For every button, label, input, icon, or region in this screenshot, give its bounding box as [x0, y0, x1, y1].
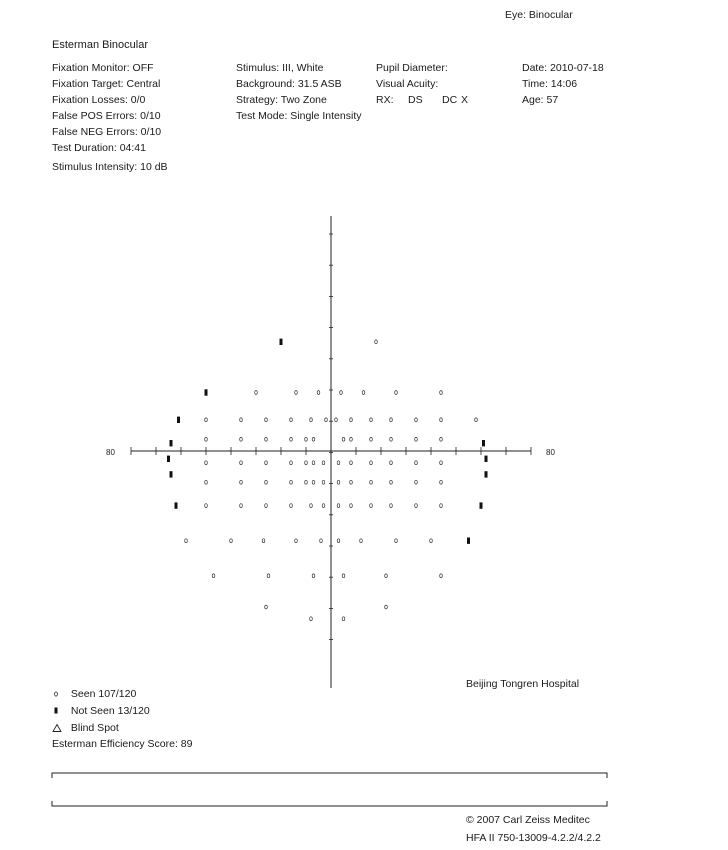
- not-seen-point: [175, 502, 178, 508]
- seen-point: [360, 539, 363, 543]
- visual-acuity: Visual Acuity:: [376, 78, 439, 90]
- seen-point: [440, 418, 443, 422]
- fixation-monitor: Fixation Monitor: OFF: [52, 62, 154, 74]
- seen-point: [342, 617, 345, 621]
- legend-seen: [52, 688, 136, 700]
- legend-not-seen: [52, 705, 150, 717]
- blind-spot-triangle-icon: [52, 723, 62, 733]
- axis-label-left: 80: [106, 448, 115, 457]
- seen-point: [265, 605, 268, 609]
- seen-point: [267, 574, 270, 578]
- seen-point: [475, 418, 478, 422]
- seen-point: [440, 437, 443, 441]
- seen-point: [415, 504, 418, 508]
- efficiency-score: Esterman Efficiency Score: 89: [52, 738, 193, 750]
- seen-point: [415, 461, 418, 465]
- background: Background: 31.5 ASB: [236, 78, 342, 90]
- seen-point: [312, 574, 315, 578]
- fixation-losses: Fixation Losses: 0/0: [52, 94, 146, 106]
- not-seen-point: [177, 417, 180, 423]
- seen-point: [370, 504, 373, 508]
- rx-dc: DC: [442, 94, 458, 106]
- seen-point: [390, 461, 393, 465]
- seen-point: [350, 437, 353, 441]
- seen-point: [290, 437, 293, 441]
- seen-point: [337, 539, 340, 543]
- seen-point: [290, 418, 293, 422]
- seen-point: [430, 539, 433, 543]
- seen-point: [265, 418, 268, 422]
- seen-point: [385, 605, 388, 609]
- seen-point: [310, 504, 313, 508]
- not-seen-point: [485, 471, 488, 477]
- test-mode: Test Mode: Single Intensity: [236, 110, 362, 122]
- seen-point: [322, 480, 325, 484]
- seen-point: [342, 574, 345, 578]
- device-version: HFA II 750-13009-4.2.2/4.2.2: [466, 832, 601, 844]
- not-seen-point: [480, 502, 483, 508]
- not-seen-point: [482, 440, 485, 446]
- seen-point: [205, 504, 208, 508]
- axis-label-right: 80: [546, 448, 555, 457]
- seen-point: [325, 418, 328, 422]
- seen-point: [415, 418, 418, 422]
- stimulus: Stimulus: III, White: [236, 62, 324, 74]
- seen-point: [370, 480, 373, 484]
- copyright: © 2007 Carl Zeiss Meditec: [466, 814, 590, 826]
- seen-point: [212, 574, 215, 578]
- plot-axes: [131, 216, 531, 688]
- seen-point: [310, 418, 313, 422]
- seen-point: [290, 504, 293, 508]
- seen-point: [262, 539, 265, 543]
- seen-point: [385, 574, 388, 578]
- seen-point: [350, 480, 353, 484]
- seen-point: [415, 480, 418, 484]
- legend-blind-spot: [52, 722, 119, 734]
- seen-point: [240, 418, 243, 422]
- test-name: Esterman Binocular: [52, 39, 148, 51]
- seen-point: [322, 504, 325, 508]
- seen-point: [305, 480, 308, 484]
- seen-point: [322, 461, 325, 465]
- seen-point: [395, 391, 398, 395]
- stimulus-intensity: Stimulus Intensity: 10 dB: [52, 161, 168, 173]
- seen-point: [205, 437, 208, 441]
- seen-point: [390, 480, 393, 484]
- seen-symbol-icon: [52, 689, 62, 699]
- seen-point: [312, 437, 315, 441]
- seen-point: [205, 461, 208, 465]
- seen-point: [390, 437, 393, 441]
- not-seen-point: [485, 456, 488, 462]
- strategy: Strategy: Two Zone: [236, 94, 327, 106]
- seen-point: [265, 461, 268, 465]
- false-neg-errors: False NEG Errors: 0/10: [52, 126, 162, 138]
- seen-point: [440, 391, 443, 395]
- seen-point: [305, 461, 308, 465]
- seen-point: [265, 437, 268, 441]
- not-seen-symbol-icon: [52, 706, 62, 716]
- seen-point: [395, 539, 398, 543]
- seen-point: [370, 437, 373, 441]
- seen-point: [440, 480, 443, 484]
- legend-not-seen-text: Not Seen 13/120: [70, 705, 150, 717]
- seen-point: [240, 461, 243, 465]
- test-time: Time: 14:06: [522, 78, 578, 90]
- seen-point: [370, 461, 373, 465]
- false-pos-errors: False POS Errors: 0/10: [52, 110, 161, 122]
- seen-point: [320, 539, 323, 543]
- eye-label: Eye: Binocular: [505, 9, 573, 21]
- not-seen-point: [170, 471, 173, 477]
- fixation-target: Fixation Target: Central: [52, 78, 161, 90]
- pupil-diameter: Pupil Diameter:: [376, 62, 448, 74]
- seen-point: [312, 480, 315, 484]
- seen-point: [265, 504, 268, 508]
- seen-point: [240, 437, 243, 441]
- rx-x: X: [461, 94, 469, 106]
- test-date: Date: 2010-07-18: [522, 62, 604, 74]
- hospital-name: Beijing Tongren Hospital: [466, 678, 580, 690]
- seen-point: [205, 418, 208, 422]
- seen-point: [362, 391, 365, 395]
- seen-point: [350, 504, 353, 508]
- seen-point: [265, 480, 268, 484]
- not-seen-point: [205, 389, 208, 395]
- seen-point: [335, 418, 338, 422]
- seen-point: [337, 504, 340, 508]
- seen-point: [317, 391, 320, 395]
- rx-ds: DS: [408, 94, 423, 106]
- seen-point: [390, 504, 393, 508]
- legend-seen-text: Seen 107/120: [70, 688, 137, 700]
- seen-point: [255, 391, 258, 395]
- seen-point: [340, 391, 343, 395]
- seen-point: [310, 617, 313, 621]
- seen-point: [337, 461, 340, 465]
- not-seen-point: [170, 440, 173, 446]
- seen-point: [295, 539, 298, 543]
- seen-point: [350, 461, 353, 465]
- not-seen-point: [467, 538, 470, 544]
- test-duration: Test Duration: 04:41: [52, 142, 146, 154]
- seen-point: [312, 461, 315, 465]
- seen-point: [185, 539, 188, 543]
- seen-point: [240, 504, 243, 508]
- seen-point: [337, 480, 340, 484]
- seen-point: [375, 340, 378, 344]
- patient-age: Age: 57: [522, 94, 559, 106]
- seen-point: [290, 480, 293, 484]
- seen-point: [290, 461, 293, 465]
- seen-point: [390, 418, 393, 422]
- seen-point: [440, 461, 443, 465]
- not-seen-point: [280, 339, 283, 345]
- legend-blind-spot-text: Blind Spot: [70, 722, 119, 734]
- seen-point: [230, 539, 233, 543]
- seen-point: [295, 391, 298, 395]
- rx-label: RX:: [376, 94, 394, 106]
- seen-point: [440, 574, 443, 578]
- not-seen-point: [167, 456, 170, 462]
- seen-point: [415, 437, 418, 441]
- seen-point: [240, 480, 243, 484]
- plot-marks: [167, 339, 488, 621]
- seen-point: [305, 437, 308, 441]
- seen-point: [342, 437, 345, 441]
- seen-point: [205, 480, 208, 484]
- seen-point: [370, 418, 373, 422]
- seen-point: [440, 504, 443, 508]
- seen-point: [350, 418, 353, 422]
